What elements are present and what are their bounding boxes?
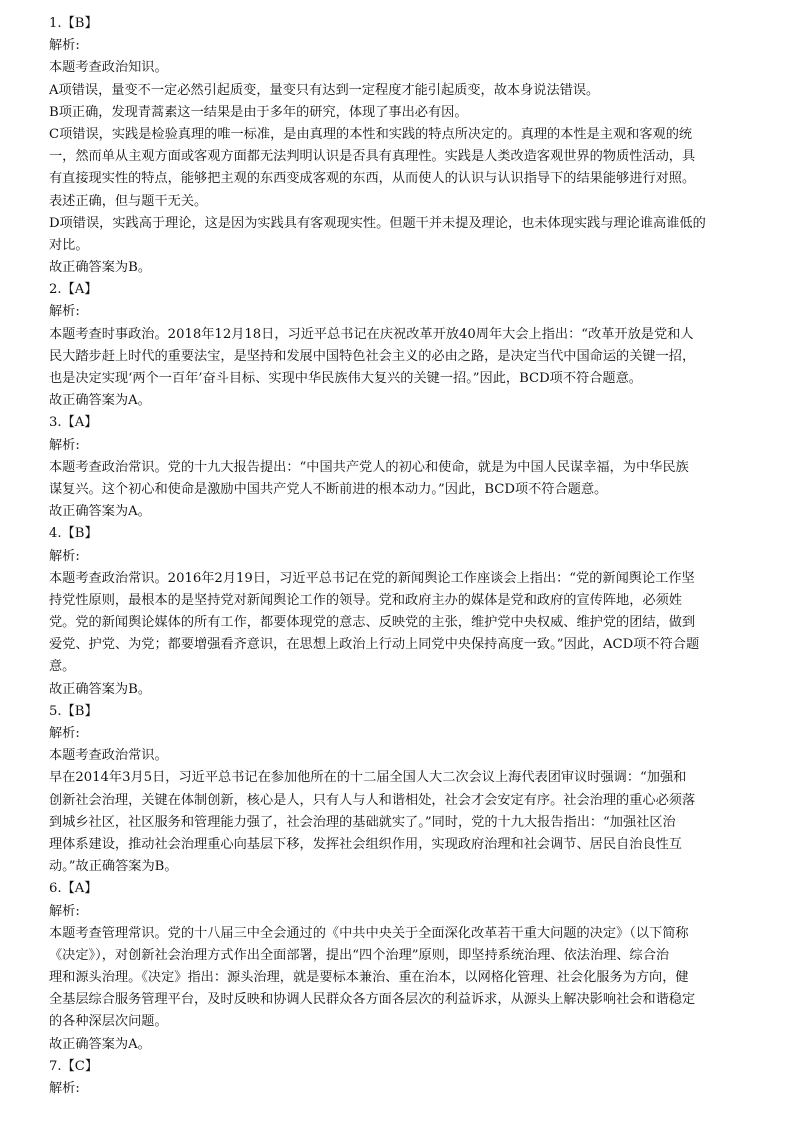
text-line: 本题考查时事政治。2018年12月18日，习近平总书记在庆祝改革开放40周年大会上指出：“改革开放是党和人 bbox=[49, 326, 694, 342]
text-line: 一，然而单从主观方面或客观方面都无法判明认识是否具有真理性。实践是人类改造客观世界的物质性活动，具 bbox=[49, 149, 696, 165]
text-line: 有直接现实性的特点，能够把主观的东西变成客观的东西，从而使人的认识与认识指导下的结果能够进行对照。 bbox=[49, 171, 696, 187]
text-line: 表述正确，但与题干无关。 bbox=[49, 193, 208, 209]
text-line: 动。”故正确答案为B。 bbox=[49, 859, 178, 875]
text-line: 3.【A】 bbox=[49, 415, 98, 431]
text-line: 故正确答案为A。 bbox=[49, 504, 151, 520]
text-line: 本题考查政治常识。 bbox=[49, 748, 168, 764]
text-line: 党。党的新闻舆论媒体的所有工作，都要体现党的意志、反映党的主张，维护党中央权威、维护党的团结，做到 bbox=[49, 615, 696, 631]
text-line: 也是决定实现‘两个一百年’奋斗目标、实现中华民族伟大复兴的关键一招。”因此，BCD项不符合题意。 bbox=[49, 371, 642, 386]
answer-explanations bbox=[49, 13, 771, 1100]
text-line: 创新社会治理，关键在体制创新，核心是人，只有人与人和谐相处，社会才会安定有序。社会治理的重心必须落 bbox=[49, 792, 696, 808]
text-line: C项错误，实践是检验真理的唯一标准，是由真理的本性和实践的特点所决定的。真理的本性是主观和客观的统 bbox=[49, 126, 693, 142]
text-line: 解析: bbox=[49, 903, 80, 919]
text-line: 4.【B】 bbox=[49, 526, 98, 542]
text-line: 故正确答案为B。 bbox=[49, 260, 152, 276]
text-line: 解析: bbox=[49, 1081, 80, 1096]
text-line: D项错误，实践高于理论，这是因为实践具有客观现实性。但题干并未提及理论，也未体现实践与理论谁高谁低的 bbox=[49, 215, 706, 231]
text-line: 谋复兴。这个初心和使命是激励中国共产党人不断前进的根本动力。”因此，BCD项不符合题意。 bbox=[49, 481, 608, 497]
text-line: 的各种深层次问题。 bbox=[49, 1014, 168, 1030]
text-line: 5.【B】 bbox=[49, 703, 98, 719]
text-line: 故正确答案为B。 bbox=[49, 681, 152, 697]
text-line: 6.【A】 bbox=[49, 881, 98, 897]
text-line: 持党性原则，最根本的是坚持党对新闻舆论工作的领导。党和政府主办的媒体是党和政府的宣传阵地，必须姓 bbox=[49, 592, 682, 608]
text-line: 解析: bbox=[49, 38, 80, 54]
text-line: 本题考查政治常识。2016年2月19日，习近平总书记在党的新闻舆论工作座谈会上指出：“党的新闻舆论工作坚 bbox=[49, 570, 695, 586]
text-line: 1.【B】 bbox=[49, 16, 98, 31]
text-line: 本题考查管理常识。党的十八届三中全会通过的《中共中央关于全面深化改革若干重大问题的决定》（以下简称 bbox=[49, 925, 689, 941]
text-line: 故正确答案为A。 bbox=[49, 393, 151, 409]
text-line: 理和源头治理。《决定》指出：源头治理，就是要标本兼治、重在治本，以网格化管理、社会化服务为方向，健 bbox=[49, 970, 689, 986]
text-line: 对比。 bbox=[49, 237, 89, 253]
text-line: 本题考查政治知识。 bbox=[49, 60, 168, 76]
text-line: 爱党、护党、为党；都要增强看齐意识，在思想上政治上行动上同党中央保持高度一致。”因此，ACD项不符合题 bbox=[49, 637, 700, 653]
text-line: 本题考查政治常识。党的十九大报告提出：“中国共产党人的初心和使命，就是为中国人民谋幸福，为中华民族 bbox=[49, 459, 689, 475]
text-line: 《决定》），对创新社会治理方式作出全面部署，提出“四个治理”原则，即坚持系统治理、依法治理、综合治 bbox=[49, 947, 670, 963]
text-line: A项错误，量变不一定必然引起质变，量变只有达到一定程度才能引起质变，故本身说法错误。 bbox=[49, 82, 600, 98]
text-line: 全基层综合服务管理平台，及时反映和协调人民群众各方面各层次的利益诉求，从源头上解决影响社会和谐稳定 bbox=[49, 992, 696, 1008]
text-line: 理体系建设，推动社会治理重心向基层下移，发挥社会组织作用，实现政府治理和社会调节、居民自治良性互 bbox=[49, 836, 682, 852]
text-line: B项正确，发现青蒿素这一结果是由于多年的研究，体现了事出必有因。 bbox=[49, 104, 468, 120]
text-line: 解析: bbox=[49, 304, 80, 320]
text-line: 早在2014年3月5日，习近平总书记在参加他所在的十二届全国人大二次会议上海代表团审议时强调：“加强和 bbox=[49, 770, 687, 786]
text-line: 7.【C】 bbox=[49, 1058, 99, 1074]
text-line: 民大踏步赶上时代的重要法宝，是坚持和发展中国特色社会主义的必由之路，是决定当代中国命运的关键一招， bbox=[49, 348, 696, 364]
text-line: 意。 bbox=[49, 659, 76, 675]
text-line: 2.【A】 bbox=[49, 282, 98, 298]
text-line: 解析: bbox=[49, 726, 80, 741]
text-line: 故正确答案为A。 bbox=[49, 1036, 151, 1052]
text-line: 到城乡社区，社区服务和管理能力强了，社会治理的基础就实了。”同时，党的十九大报告指出：“加强社区治 bbox=[49, 814, 676, 830]
text-line: 解析: bbox=[49, 548, 80, 564]
text-line: 解析: bbox=[49, 437, 80, 453]
